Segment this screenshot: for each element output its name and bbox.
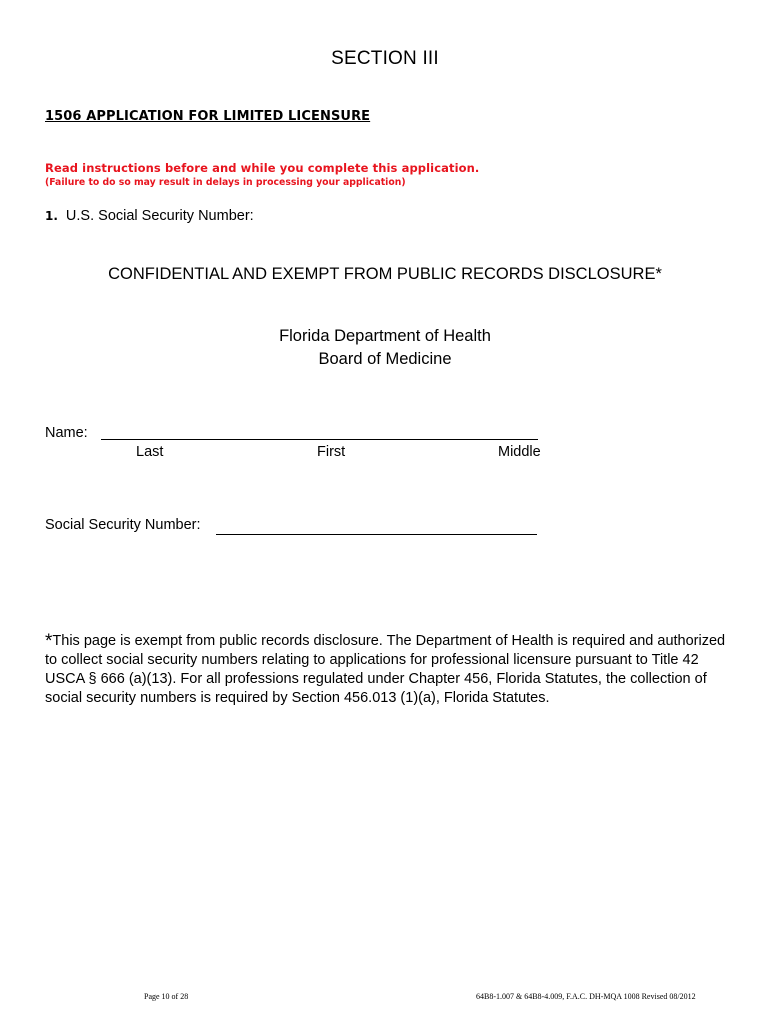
disclaimer-asterisk: *	[45, 631, 53, 652]
agency-block	[0, 325, 770, 371]
form-title: 1506 APPLICATION FOR LIMITED LICENSURE	[45, 109, 371, 124]
section-title: SECTION III	[331, 48, 439, 69]
disclaimer-text: This page is exempt from public records disclosure. The Department of Health is required and authorized to collect social security numbers relating to applications for professional licensure pursuant to Title 42 USCA § 666 (a)(13). For all professions regulated under Chapter 456, Florida Statutes, the collection of social security numbers is required by Section 456.013 (1)(a), Florida Statutes.	[45, 633, 726, 706]
instructions-warning: Read instructions before and while you complete this application.	[45, 161, 480, 175]
question-1-number: 1.	[45, 209, 58, 223]
disclaimer-paragraph	[45, 632, 735, 708]
instructions-note: (Failure to do so may result in delays in processing your application)	[45, 177, 406, 188]
question-1	[45, 208, 254, 224]
form-rule-reference: 64B8-1.007 & 64B8-4.009, F.A.C. DH-MQA 1008 Revised 08/2012	[476, 992, 696, 1001]
confidential-notice: CONFIDENTIAL AND EXEMPT FROM PUBLIC RECORDS DISCLOSURE*	[108, 265, 662, 283]
board-name: Board of Medicine	[318, 350, 452, 368]
ssn-input-line[interactable]	[216, 534, 537, 535]
department-name: Florida Department of Health	[279, 327, 491, 345]
name-input-line[interactable]	[101, 439, 538, 440]
ssn-label: Social Security Number:	[45, 517, 201, 533]
first-name-caption: First	[317, 444, 346, 460]
page-number: Page 10 of 28	[144, 992, 189, 1001]
last-name-caption: Last	[136, 444, 164, 460]
name-label: Name:	[45, 425, 88, 441]
question-1-label: U.S. Social Security Number:	[65, 208, 254, 224]
middle-name-caption: Middle	[498, 444, 541, 460]
